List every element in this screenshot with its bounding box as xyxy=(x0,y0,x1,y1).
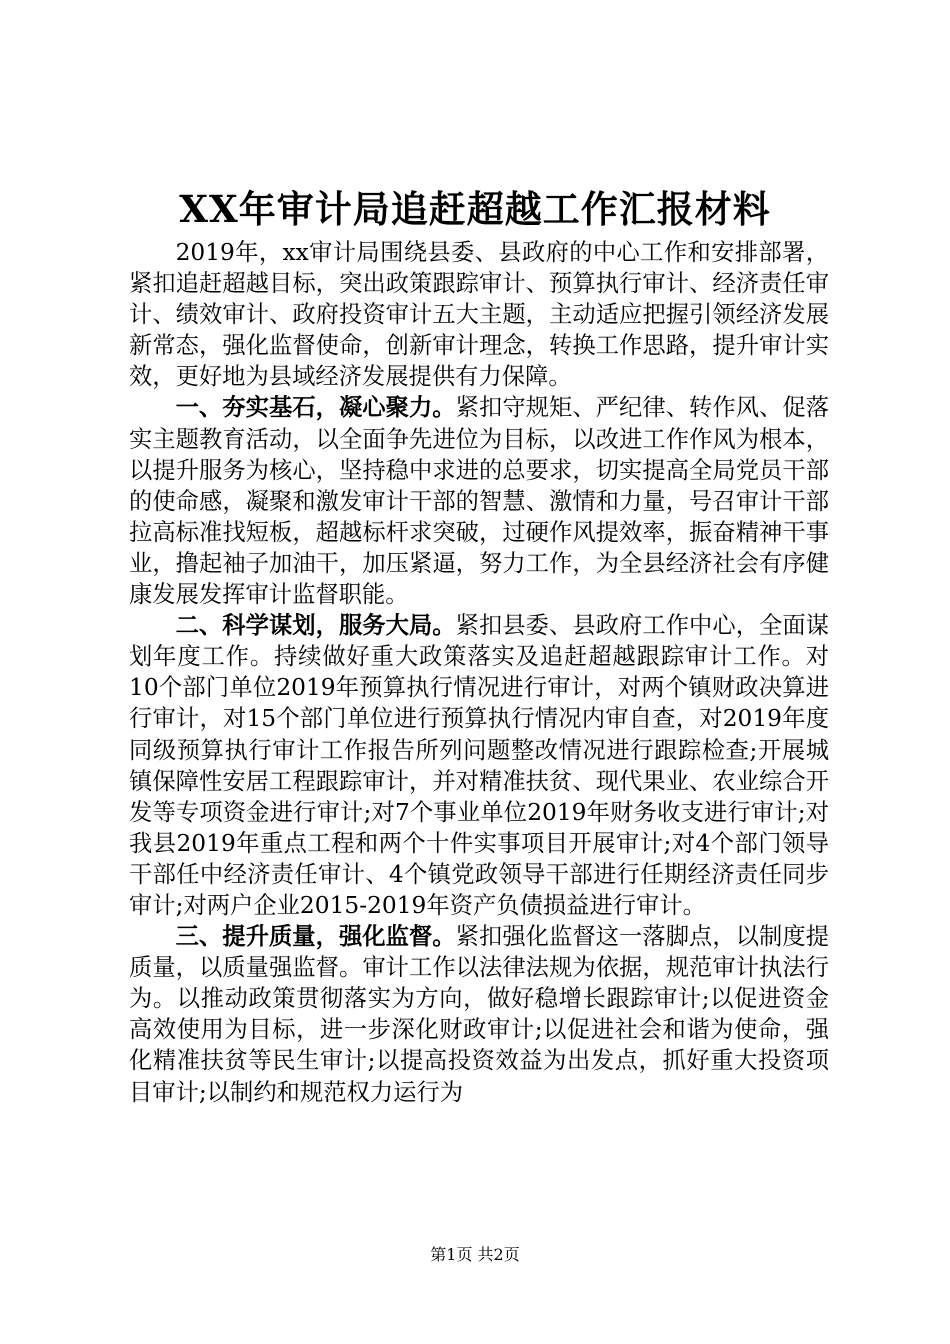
intro-paragraph: 2019年，xx审计局围绕县委、县政府的中心工作和安排部署，紧扣追赶超越目标，突出政策跟踪审计、预算执行审计、经济责任审计、绩效审计、政府投资审计五大主题，主动适应把握引领经济发展新常态，强化监督使命，创新审计理念，转换工作思路，提升审计实效，更好地为县域经济发展提供有力保障。 xyxy=(129,239,829,391)
section-paragraph-2 xyxy=(129,610,829,921)
document-title: XX年审计局追赶超越工作汇报材料 xyxy=(179,187,771,231)
section-paragraph-1 xyxy=(129,392,829,610)
section-text-1: 紧扣守规矩、严纪律、转作风、促落实主题教育活动，以全面争先进位为目标，以改进工作作风为根本，以提升服务为核心，坚持稳中求进的总要求，切实提高全局党员干部的使命感，凝聚和激发审计干部的智慧、激情和力量，号召审计干部拉高标准找短板，超越标杆求突破，过硬作风提效率，振奋精神干事业，撸起袖子加油干，加压紧逼，努力工作，为全县经济社会有序健康发展发挥审计监督职能。 xyxy=(129,394,830,609)
section-text-2: 紧扣县委、县政府工作中心，全面谋划年度工作。持续做好重大政策落实及追赶超越跟踪审计工作。对10个部门单位2019年预算执行情况进行审计，对两个镇财政决算进行审计，对15个部门单位进行预算执行情况内审自查，对2019年度同级预算执行审计工作报告所列问题整改情况进行跟踪检查;开展城镇保障性安居工程跟踪审计，并对精准扶贫、现代果业、农业综合开发等专项资金进行审计;对7个事业单位2019年财务收支进行审计;对我县2019年重点工程和两个十件实事项目开展审计;对4个部门领导干部任中经济责任审计、4个镇党政领导干部进行任期经济责任同步审计;对两户企业2015-2019年资产负债损益进行审计。 xyxy=(129,612,830,919)
section-heading-2: 二、科学谋划，服务大局。 xyxy=(175,612,456,640)
document-body xyxy=(129,237,829,1108)
section-paragraph-3 xyxy=(129,921,829,1108)
page-number-footer: 第1页 共2页 xyxy=(430,1245,520,1264)
section-heading-1: 一、夯实基石，凝心聚力。 xyxy=(175,394,456,422)
section-heading-3: 三、提升质量，强化监督。 xyxy=(175,923,456,951)
section-text-3: 紧扣强化监督这一落脚点，以制度提质量，以质量强监督。审计工作以法律法规为依据，规范审计执法行为。以推动政策贯彻落实为方向，做好稳增长跟踪审计;以促进资金高效使用为目标，进一步深化财政审计;以促进社会和谐为使命，强化精准扶贫等民生审计;以提高投资效益为出发点，抓好重大投资项目审计;以制约和规范权力运行为 xyxy=(129,923,830,1106)
